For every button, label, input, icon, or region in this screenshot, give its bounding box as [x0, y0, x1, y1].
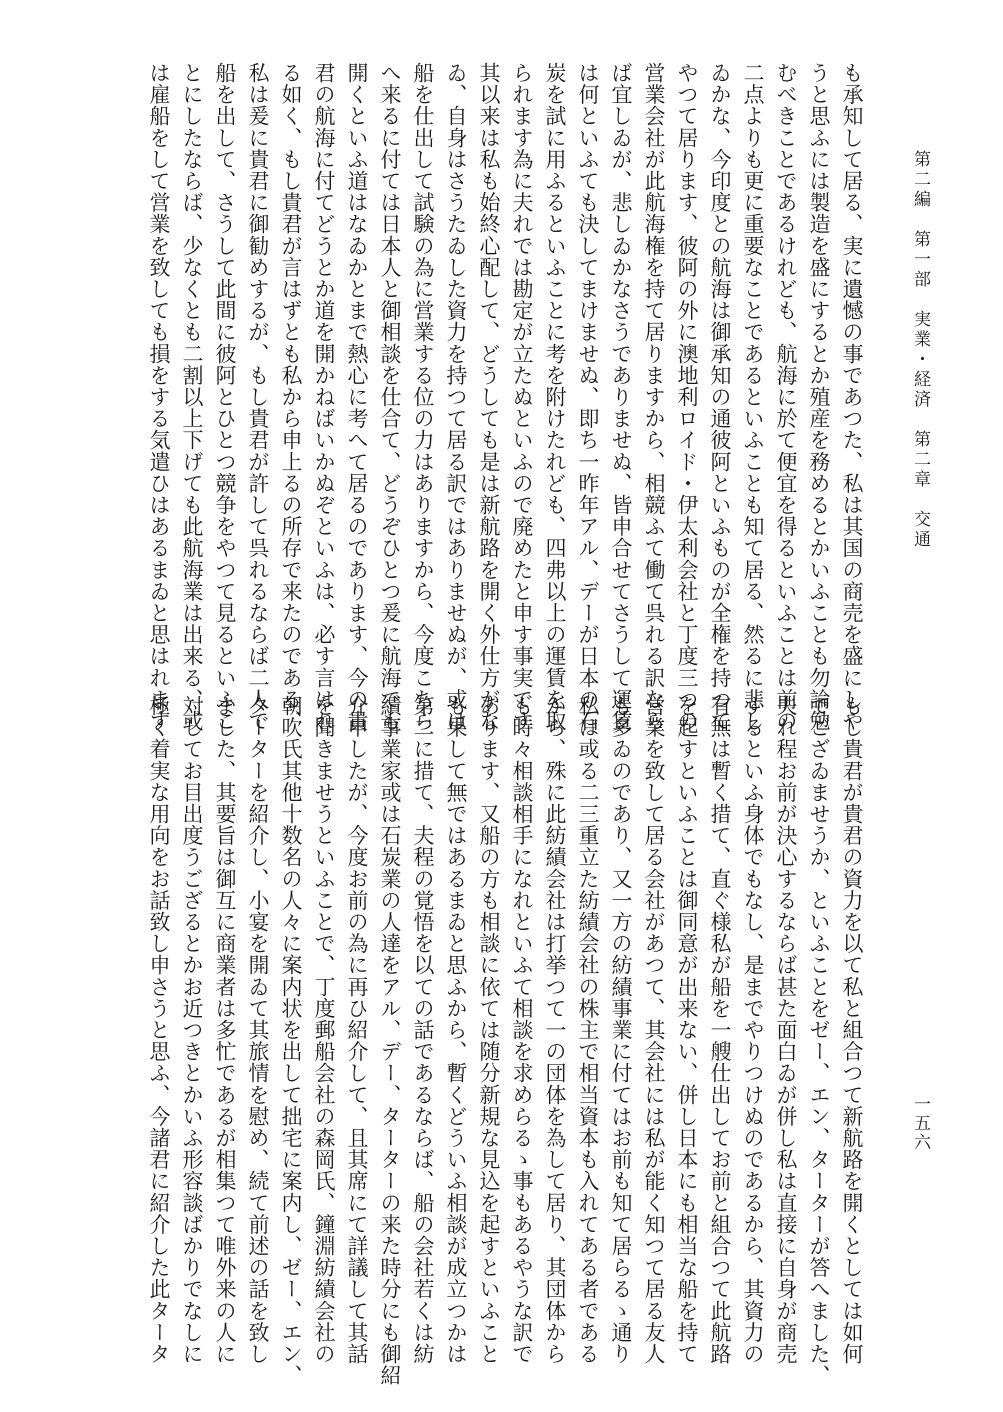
text-line: も承知して居る、実に遺憾の事であつた、私は其国の商売を盛にしや — [840, 62, 864, 732]
text-line: もし貴君が貴君の資力を以て私と組合つて新航路を開くとしては如何 — [840, 695, 864, 1365]
text-line: 朝吹氏其他十数名の人々に案内状を出して拙宅に案内し、ゼー、エン、 — [279, 695, 303, 1387]
body-text-lower — [68, 695, 868, 1387]
text-line: でござゐませうか、といふことをゼー、エン、ターターが答へました、 — [807, 695, 831, 1387]
text-line: 対してお目出度うござるとかお近つきとかいふ形容談ばかりでなしに — [180, 695, 204, 1365]
text-line: 営業会社が此航海権を持て居りますから、相競ふて働て呉れる訳なら — [642, 62, 666, 732]
text-line: 夫れ程お前が決心するならば甚た面白ゐが併し私は直接に自身が商売 — [774, 695, 798, 1365]
text-line: 其以来は私も始終心配して、どうしても是は新航路を開く外仕方がな — [477, 62, 501, 732]
text-line: 績事業家或は石炭業の人達をアル、デー、ターターの来た時分にも御紹 — [378, 695, 402, 1387]
text-line: 二点よりも更に重要なことであるといふことも知て居る、然るに悲し — [741, 62, 765, 732]
text-line: ました、其要旨は御互に商業者は多忙であるが相集つて唯外来の人に — [213, 695, 237, 1365]
text-line: ゐかな、今印度との航海は御承知の通彼阿といふものが全権を持つて — [708, 62, 732, 732]
text-line: あります、又船の方も相談に依ては随分新規な見込を起すといふこと — [477, 695, 501, 1365]
text-line: から、殊に此紡績会社は打挙つて一の団体を為して居り、其団体から — [543, 695, 567, 1365]
text-line: られます為に夫れでは勘定が立たぬといふので廃めたと申す事実です — [510, 62, 534, 732]
text-line: も多ゐのであり、又一方の紡績事業に付てはお前も知て居らるゝ通り — [609, 695, 633, 1365]
text-line: むべきことであるけれども、航海に於て便宜を得るといふことは前の — [774, 62, 798, 732]
text-line: 営業を致して居る会社があつて、其会社には私が能く知つて居る友人 — [642, 695, 666, 1365]
text-line: を聞きませうといふことで、丁度郵船会社の森岡氏、鐘淵紡績会社の — [312, 695, 336, 1365]
text-line: 極く着実な用向をお話致し申さうと思ふ、今諸君に紹介した此タータ — [147, 695, 171, 1365]
page-number: 一五六 — [910, 1095, 930, 1152]
text-line: も時々相談相手になれといふて相談を求めらるゝ事もあるやうな訳で — [510, 695, 534, 1365]
body-text-upper — [68, 62, 868, 732]
text-line: 有無は暫く措て、直ぐ様私が船を一艘仕出してお前と組合つて此航路 — [708, 695, 732, 1365]
text-line: 君の航海に付てどうとか道を開かねばいかぬぞといふは、必す言はれ — [312, 62, 336, 732]
text-line: ば宜しゐが、悲しゐかなさうでありませぬ、皆申合せてさうして運賃 — [609, 62, 633, 732]
text-line: 私は或る二三重立た紡績会社の株主で相当資本も入れてある者である — [576, 695, 600, 1365]
text-line: 第二に措て、夫程の覚悟を以ての話であるならば、船の会社若くは紡 — [411, 695, 435, 1365]
text-line: ゐ、自身はさうたゐした資力を持つて居る訳ではありませぬが、或は — [444, 62, 468, 732]
text-line: するといふ身体でもなし、是までやりつけぬのであるから、其資力の — [741, 695, 765, 1365]
text-line: ターターを紹介し、小宴を開ゐて其旅情を慰め、続て前述の話を致し — [246, 695, 270, 1365]
text-line: へ来るに付ては日本人と御相談を仕合て、どうぞひとつ爰に航海でも — [378, 62, 402, 732]
text-line: を起すといふことは御同意が出来ない、併し日本にも相当な船を持て — [675, 695, 699, 1365]
text-line: も果して無ではあるまゐと思ふから、暫くどういふ相談が成立つかは — [444, 695, 468, 1365]
text-line: は何といふても決してまけませぬ、即ち一昨年アル、デーが日本の石 — [576, 62, 600, 732]
text-line: 介申したが、今度お前の為に再ひ紹介して、且其席にて詳議して其話 — [345, 695, 369, 1365]
text-line: る如く、もし貴君が言はずとも私から申上るの所存で来たのである、 — [279, 62, 303, 732]
running-head: 第二編 第一部 実業・経済 第二章 交通 — [910, 150, 930, 550]
text-line: 私は爰に貴君に御勧めするが、もし貴君が許して呉れるならば二人で — [246, 62, 270, 732]
text-line: やつて居ります、彼阿の外に澳地利ロイド・伊太利会社と丁度三つの — [675, 62, 699, 732]
text-line: うと思ふには製造を盛にするとか殖産を務めるとかいふことも勿論勉 — [807, 62, 831, 732]
text-line: 船を仕出して試験の為に営業する位の力はありますから、今度こちら — [411, 62, 435, 732]
text-line: 炭を試に用ふるといふことに考を附けたれども、四弗以上の運賃を取 — [543, 62, 567, 732]
text-line: は雇船をして営業を致しても損をする気遣ひはあるまゐと思はれます — [147, 62, 171, 732]
text-line: 船を出して、さうして此間に彼阿とひとつ競争をやつて見るといふこ — [213, 62, 237, 732]
text-line: 開くといふ道はなゐかとまで熱心に考へて居るのであります、今の貴 — [345, 62, 369, 732]
text-line: とにしたならば、少なくとも二割以上下げても此航海業は出来る、或 — [180, 62, 204, 732]
